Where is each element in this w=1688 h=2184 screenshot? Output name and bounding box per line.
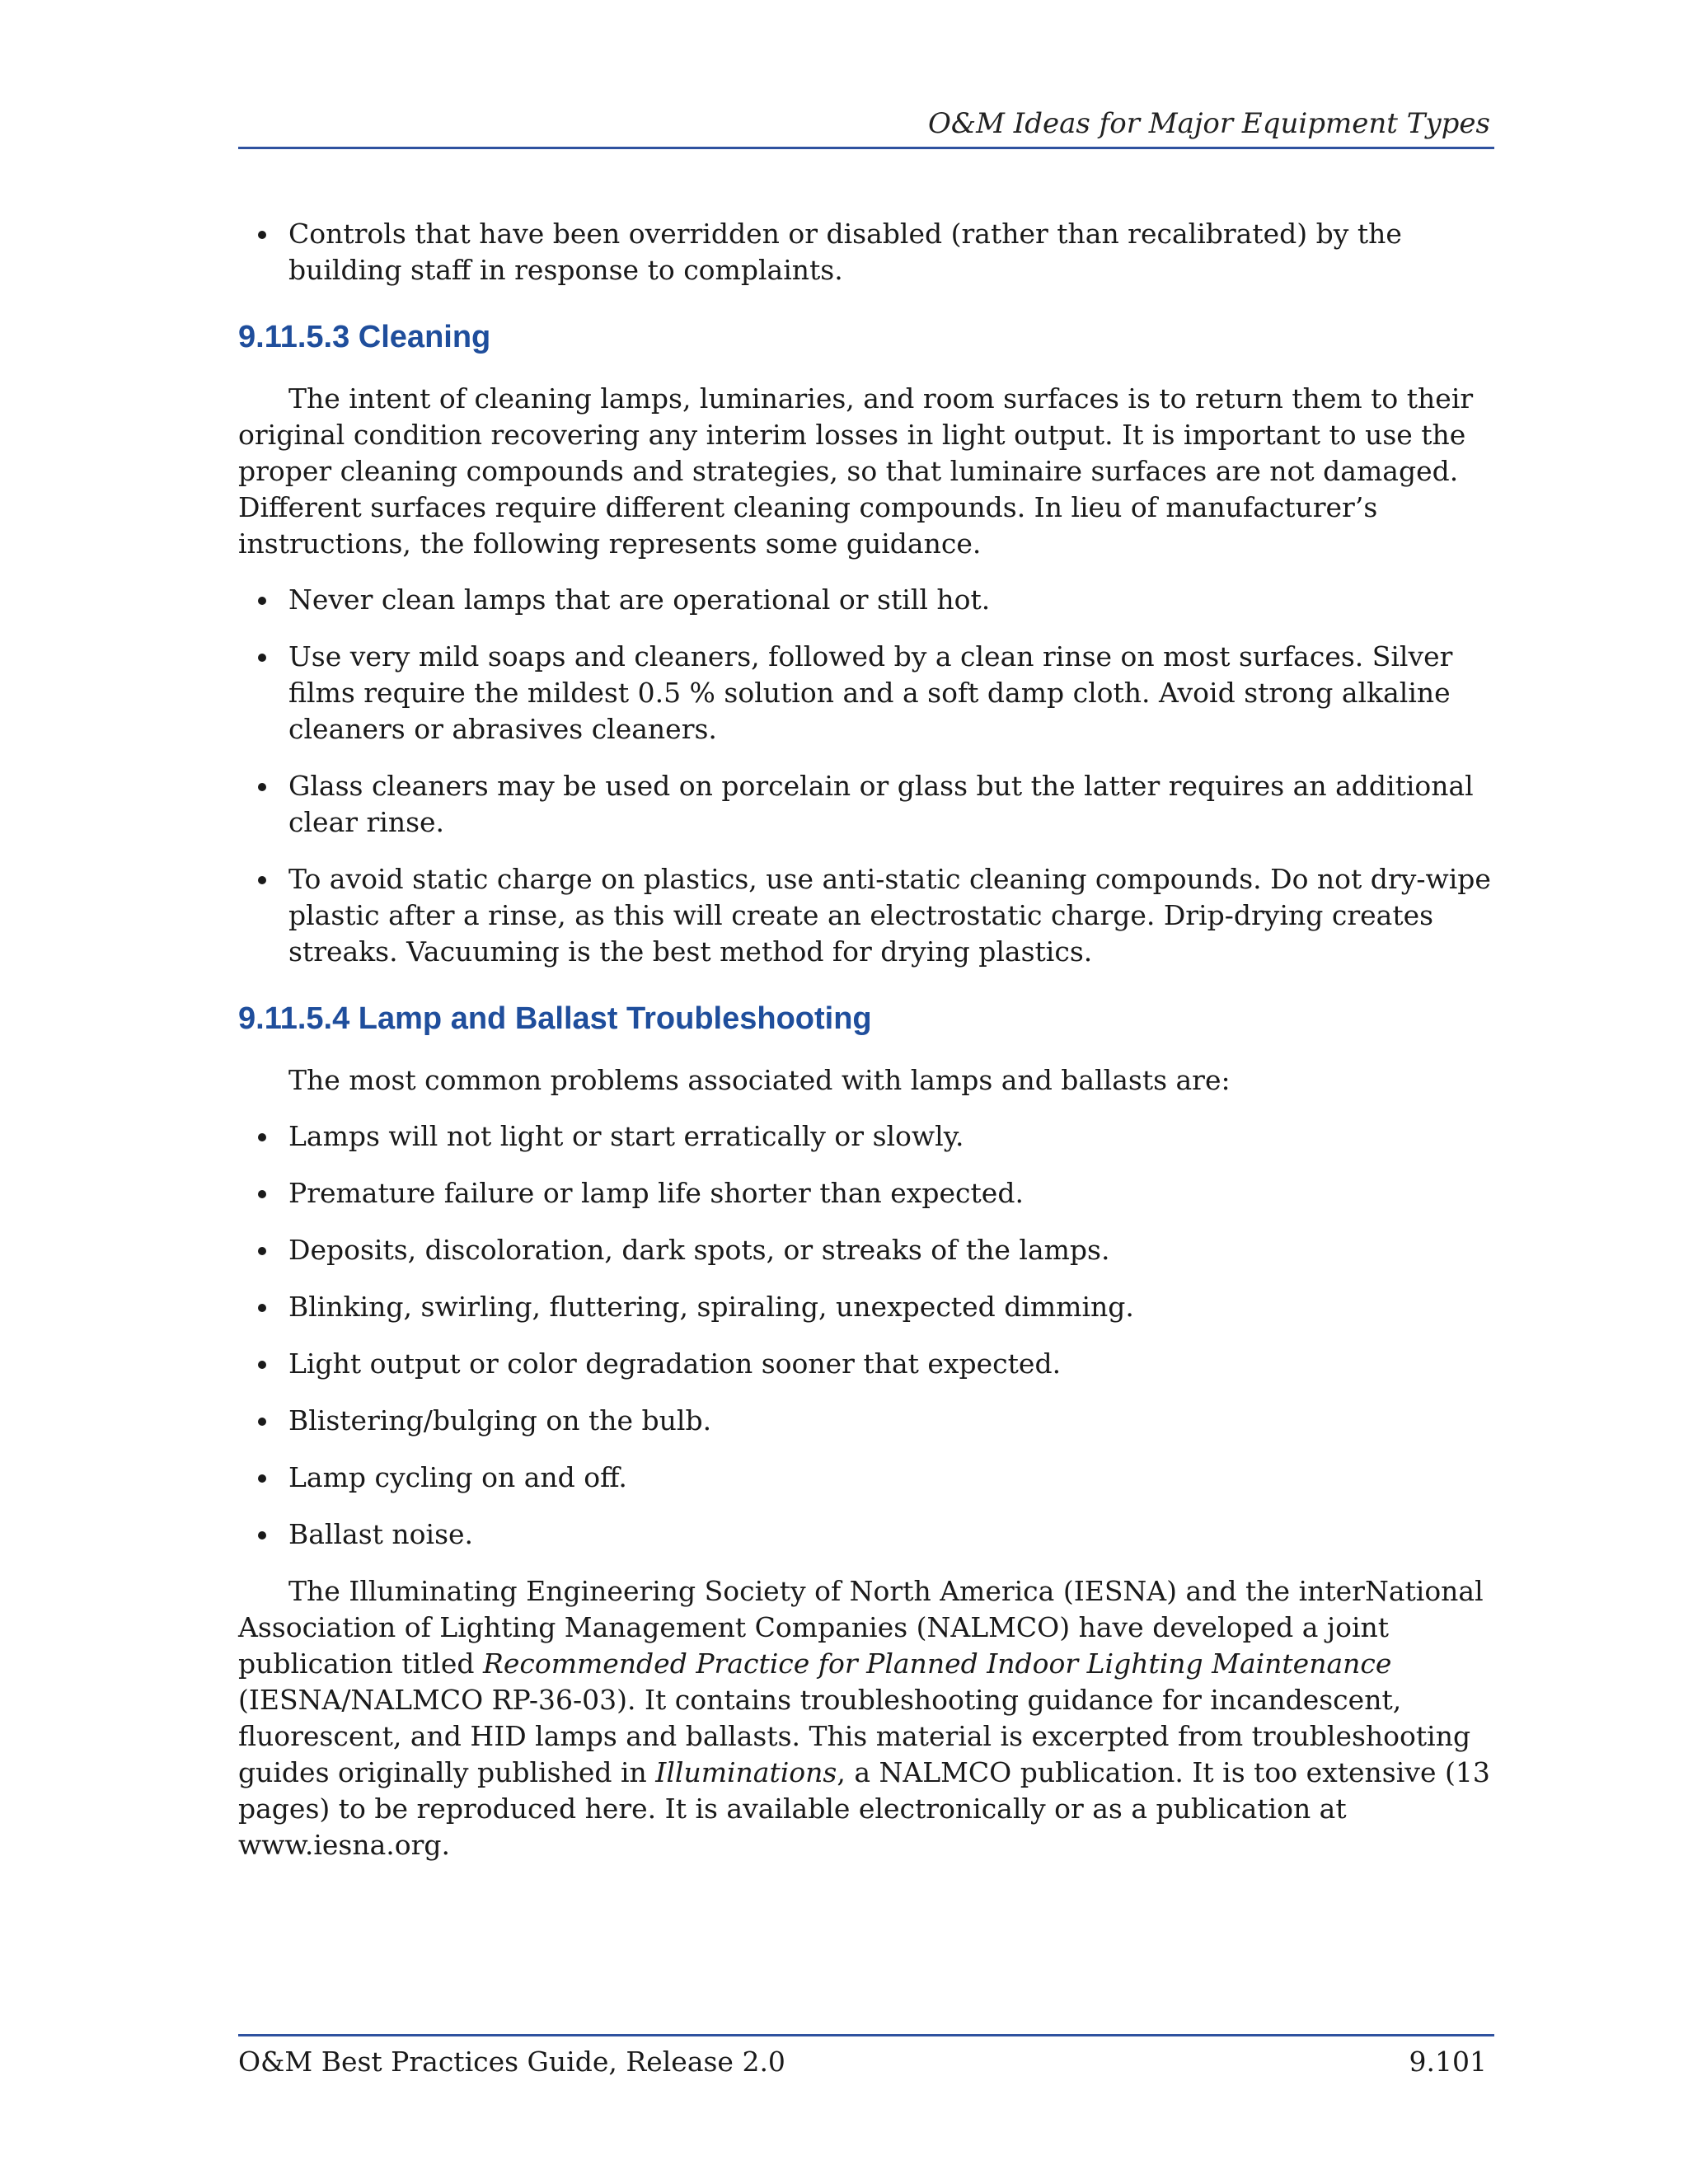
bullet-icon: [258, 1304, 266, 1312]
troubleshooting-intro: The most common problems associated with lamps and ballasts are:: [288, 1064, 1231, 1096]
bullet-icon: [258, 783, 266, 791]
list-item: Never clean lamps that are operational or still hot.: [238, 582, 1494, 618]
list-item: Lamp cycling on and off.: [238, 1460, 1494, 1496]
footer-rule: [238, 2034, 1494, 2036]
footer-title: O&M Best Practices Guide, Release 2.0: [238, 2046, 785, 2078]
intro-bullet-list: [238, 216, 1494, 288]
troubleshooting-bullet-list: [238, 1118, 1494, 1553]
list-item: Ballast noise.: [238, 1516, 1494, 1553]
section-heading-troubleshooting: 9.11.5.4 Lamp and Ballast Troubleshooting: [238, 1001, 872, 1036]
bullet-icon: [258, 1247, 266, 1255]
list-item: Lamps will not light or start erratically or slowly.: [238, 1118, 1494, 1155]
bullet-icon: [258, 231, 266, 239]
bullet-icon: [258, 1361, 266, 1369]
cleaning-paragraph: The intent of cleaning lamps, luminaries, and room surfaces is to return them to their original condition recovering any interim losses in light output. It is important to use the proper cleaning compounds and strategies, so that luminaire surfaces are not damaged. Different surfaces require different cleaning compounds. In lieu of manufacturer’s instructions, the following represents some guidance.: [238, 382, 1474, 560]
page-number: 9.101: [1409, 2046, 1487, 2078]
bullet-icon: [258, 1418, 266, 1426]
bullet-icon: [258, 876, 266, 884]
bullet-icon: [258, 1474, 266, 1483]
list-item: Controls that have been overridden or disabled (rather than recalibrated) by the building staff in response to complaints.: [238, 216, 1494, 288]
list-item: Deposits, discoloration, dark spots, or streaks of the lamps.: [238, 1232, 1494, 1268]
list-item: Blistering/bulging on the bulb.: [238, 1403, 1494, 1439]
header-rule: [238, 147, 1494, 149]
bullet-icon: [258, 1190, 266, 1198]
list-item: Light output or color degradation sooner that expected.: [238, 1346, 1494, 1382]
list-item: Glass cleaners may be used on porcelain or glass but the latter requires an additional clear rinse.: [238, 768, 1494, 841]
bullet-icon: [258, 597, 266, 605]
bullet-icon: [258, 1133, 266, 1141]
bullet-icon: [258, 654, 266, 662]
list-item: To avoid static charge on plastics, use anti-static cleaning compounds. Do not dry-wipe plastic after a rinse, as this will create an electrostatic charge. Drip-drying creates streaks. Vacuuming is the best method for drying plastics.: [238, 861, 1494, 970]
section-heading-cleaning: 9.11.5.3 Cleaning: [238, 320, 491, 354]
page-body: [238, 216, 1494, 1883]
list-item: Premature failure or lamp life shorter than expected.: [238, 1175, 1494, 1212]
publication-name: Illuminations: [655, 1756, 837, 1788]
running-header: O&M Ideas for Major Equipment Types: [928, 107, 1490, 140]
cleaning-bullet-list: [238, 582, 1494, 970]
bullet-icon: [258, 1531, 266, 1540]
list-item: Blinking, swirling, fluttering, spiraling, unexpected dimming.: [238, 1289, 1494, 1325]
closing-paragraph: The Illuminating Engineering Society of North America (IESNA) and the interNational Association of Lighting Management Companies (NALMCO) have developed a joint publication titled Recommended Practice for Planned Indoor Lighting Maintenance (IESNA/NALMCO RP-36-03). It contains troubleshooting guidance for incandescent, fluorescent, and HID lamps and ballasts. This material is excerpted from troubleshooting guides originally published in Illuminations, a NALMCO publication. It is too extensive (13 pages) to be reproduced here. It is available electronically or as a publication at www.iesna.org.: [238, 1575, 1490, 1861]
list-item: Use very mild soaps and cleaners, followed by a clean rinse on most surfaces. Silver films require the mildest 0.5 % solution and a soft damp cloth. Avoid strong alkaline cleaners or abrasives cleaners.: [238, 639, 1494, 748]
publication-title: Recommended Practice for Planned Indoor Lighting Maintenance: [482, 1647, 1392, 1680]
